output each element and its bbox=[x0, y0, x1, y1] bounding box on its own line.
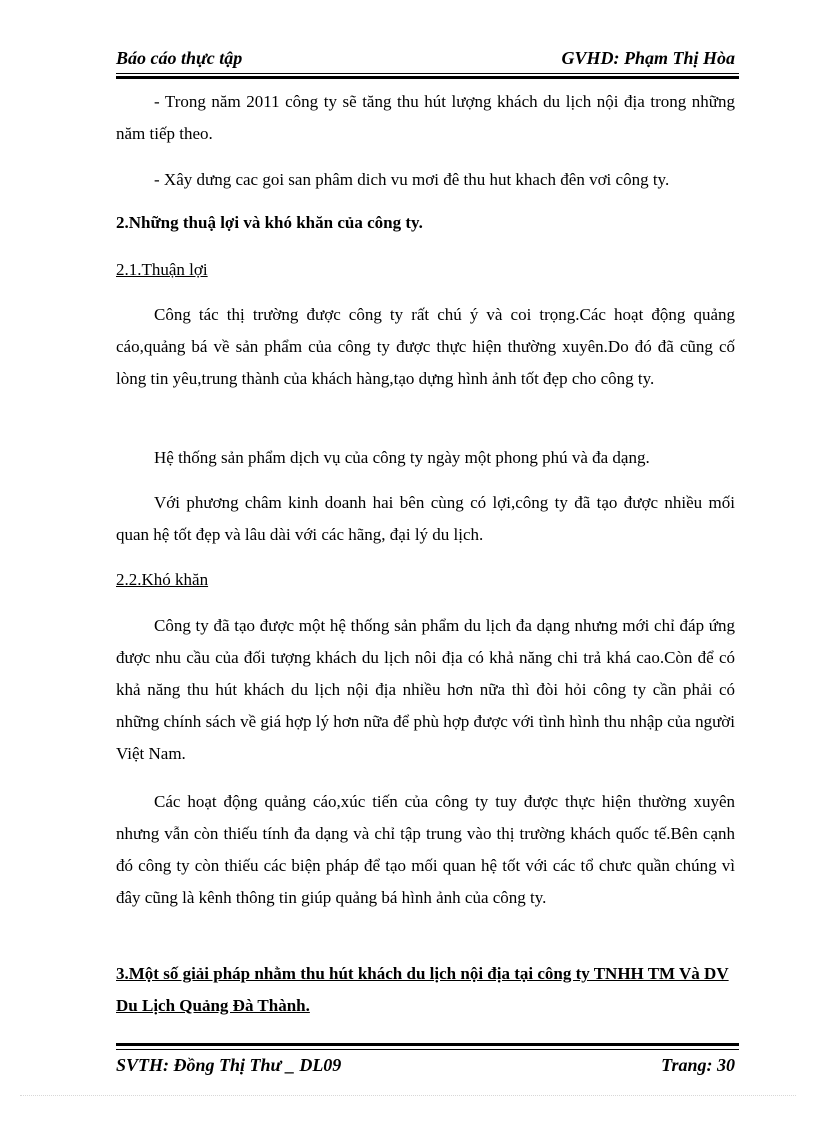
header-rule-thick bbox=[116, 76, 739, 79]
paragraph-partnerships: Với phương châm kinh doanh hai bên cùng có lợi,công ty đã tạo được nhiều mối quan hệ tốt đẹp và lâu dài với các hãng, đại lý du lịch. bbox=[116, 493, 735, 544]
footer-page-number: Trang: 30 bbox=[661, 1055, 735, 1075]
paragraph-new-products: - Xây dưng cac goi san phâm dich vu mơi đê thu hut khach đên vơi công ty. bbox=[154, 170, 670, 189]
footer-rule-thin bbox=[116, 1049, 739, 1050]
header-rule-thin bbox=[116, 73, 739, 74]
footer-rule-thick bbox=[116, 1043, 739, 1046]
paragraph-marketing: Công tác thị trường được công ty rất chú ý và coi trọng.Các hoạt động quảng cáo,quảng bá về sản phẩm của công ty được thực hiện thường xuyên.Do đó đã cũng cố lòng tin yêu,trung thành của khách hàng,tạo dựng hình ảnh tốt đẹp cho công ty. bbox=[116, 305, 735, 388]
header-report-title: Báo cáo thực tập bbox=[116, 48, 243, 68]
page-header bbox=[116, 48, 735, 72]
header-supervisor: GVHD: Phạm Thị Hòa bbox=[561, 48, 735, 68]
footer-student: SVTH: Đồng Thị Thư _ DL09 bbox=[116, 1055, 342, 1075]
paragraph-2011-goal: - Trong năm 2011 công ty sẽ tăng thu hút lượng khách du lịch nội địa trong những năm tiếp theo. bbox=[116, 92, 735, 143]
section-heading-2: 2.Những thuậ lợi và khó khăn của công ty. bbox=[116, 213, 423, 232]
paragraph-pricing: Công ty đã tạo được một hệ thống sản phẩm du lịch đa dạng nhưng mới chỉ đáp ứng được nhu cầu của đối tượng khách du lịch nôi địa có khả năng chi trả khá cao.Còn để có khả năng thu hút khách du lịch nội địa nhiều hơn nữa thì đòi hỏi công ty cần phải có những chính sách về giá hợp lý hơn nữa để phù hợp được với tình hình thu nhập của người Việt Nam. bbox=[116, 616, 735, 763]
subsection-heading-advantages: 2.1.Thuận lợi bbox=[116, 260, 208, 279]
paragraph-product-system: Hệ thống sản phẩm dịch vụ của công ty ngày một phong phú và đa dạng. bbox=[154, 448, 650, 467]
paragraph-promotion: Các hoạt động quảng cáo,xúc tiến của công ty tuy được thực hiện thường xuyên nhưng vẫn còn thiếu tính đa dạng và chỉ tập trung vào thị trường khách quốc tế.Bên cạnh đó công ty còn thiếu các biện pháp để tạo mối quan hệ tốt với các tổ chưc quần chúng vì đây cũng là kênh thông tin giúp quảng bá hình ảnh của công ty. bbox=[116, 792, 735, 907]
page-bottom-border bbox=[20, 1095, 796, 1096]
section-heading-3: 3.Một số giải pháp nhằm thu hút khách du lịch nội địa tại công ty TNHH TM Và DV Du Lịch Quảng Đà Thành. bbox=[116, 964, 729, 1015]
page-footer bbox=[116, 1055, 735, 1079]
subsection-heading-difficulties: 2.2.Khó khăn bbox=[116, 570, 209, 589]
